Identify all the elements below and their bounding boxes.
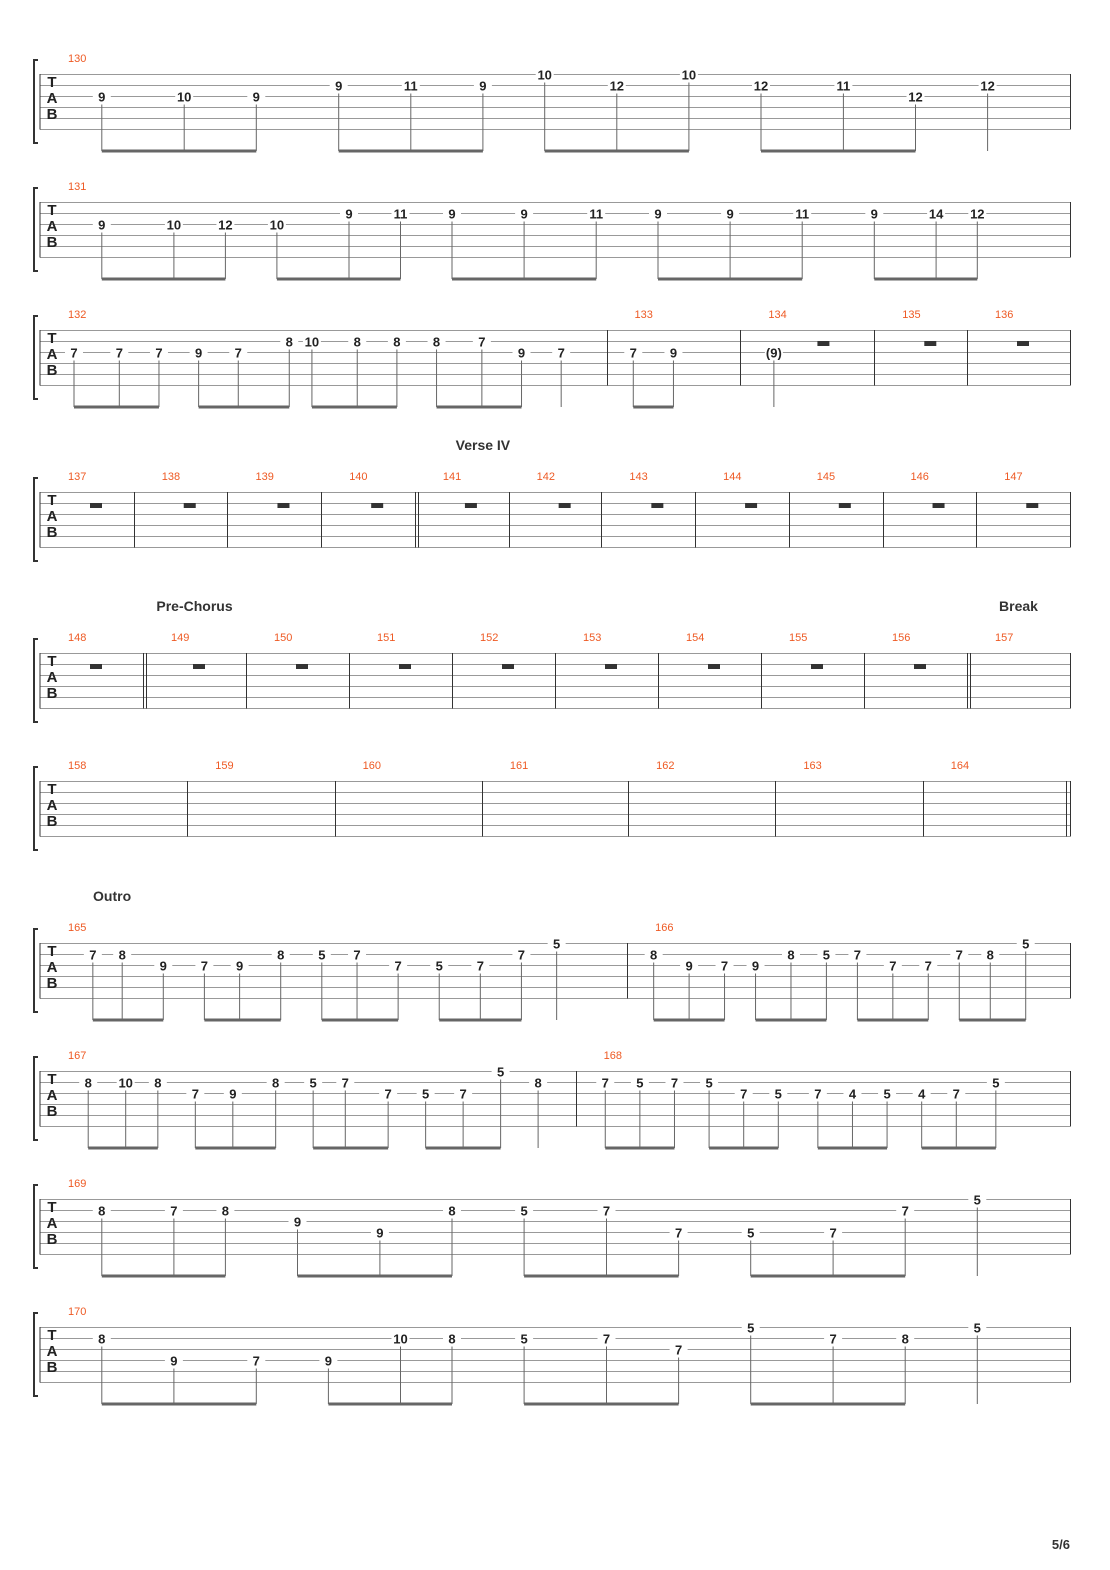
whole-rest [296, 664, 308, 669]
tab-clef-letter: T [47, 1199, 57, 1216]
fret-number: 7 [629, 345, 637, 361]
fret-number: 7 [476, 958, 484, 974]
fret-number: 7 [829, 1331, 837, 1347]
measure-number: 162 [656, 760, 675, 772]
fret-number: 12 [908, 89, 923, 105]
fret-number: 9 [293, 1214, 302, 1230]
fret-number: 8 [98, 1331, 106, 1347]
measure-number: 168 [603, 1050, 622, 1062]
measure-number: 163 [803, 760, 822, 772]
whole-rest [399, 664, 411, 669]
tab-clef-letter: T [47, 330, 57, 347]
fret-number: 7 [459, 1086, 467, 1102]
measure-number: 137 [68, 471, 87, 483]
measure-number: 140 [349, 471, 368, 483]
tab-clef-letter: T [47, 943, 57, 960]
measure-number: 132 [68, 309, 87, 321]
fret-number: 9 [726, 206, 734, 222]
fret-number: 9 [159, 958, 167, 974]
whole-rest [193, 664, 205, 669]
fret-number: 7 [674, 1342, 683, 1358]
tab-clef-letter: T [47, 653, 57, 670]
measure-number: 166 [655, 922, 674, 934]
fret-number: 8 [448, 1331, 456, 1347]
fret-number: 8 [787, 947, 795, 963]
fret-number: 8 [353, 334, 361, 350]
fret-number: 14 [928, 206, 944, 222]
whole-rest [651, 503, 663, 508]
measure-number: 145 [816, 471, 836, 483]
fret-number: 9 [669, 345, 678, 361]
fret-number: 5 [636, 1075, 644, 1091]
tab-clef-letter: B [46, 1231, 58, 1248]
tab-clef-letter: A [46, 669, 58, 686]
fret-number: 8 [154, 1075, 162, 1091]
fret-number: 7 [155, 345, 163, 361]
measure-number: 160 [362, 760, 381, 772]
section-label: Break [999, 598, 1038, 614]
tab-clef-letter: A [46, 797, 58, 814]
measure-number: 169 [68, 1178, 87, 1190]
fret-number: 7 [602, 1203, 611, 1219]
tab-clef-letter: B [46, 362, 58, 379]
fret-number: 4 [918, 1086, 926, 1102]
measure-number: 148 [68, 632, 87, 644]
fret-number: 7 [353, 947, 361, 963]
fret-number: 8 [118, 947, 126, 963]
fret-number: 9 [345, 206, 353, 222]
fret-number: 9 [685, 958, 693, 974]
fret-number: 5 [774, 1086, 782, 1102]
fret-number: 8 [986, 947, 994, 963]
measure-number: 161 [509, 760, 529, 772]
measure-number: 152 [480, 632, 499, 644]
fret-number: 8 [393, 334, 401, 350]
fret-number: 10 [304, 334, 320, 350]
fret-number: 9 [870, 206, 878, 222]
fret-number: 12 [609, 78, 625, 94]
system-bracket [34, 188, 38, 271]
measure-number: 158 [68, 760, 87, 772]
section-label: Outro [93, 888, 132, 904]
fret-number: 7 [814, 1086, 822, 1102]
measure-number: 131 [68, 181, 87, 193]
system-bracket [34, 316, 38, 399]
fret-number: 8 [272, 1075, 280, 1091]
tab-clef-letter: T [47, 781, 57, 798]
tab-clef-letter: T [47, 202, 57, 219]
fret-number: 5 [705, 1075, 713, 1091]
measure-number: 155 [789, 632, 808, 644]
measure-number: 164 [950, 760, 970, 772]
measure-number: 167 [68, 1050, 87, 1062]
fret-number: 10 [537, 67, 552, 83]
fret-number: 7 [234, 345, 242, 361]
whole-rest [90, 664, 102, 669]
measure-number: 165 [68, 922, 87, 934]
fret-number: 7 [670, 1075, 679, 1091]
system-bracket [34, 639, 38, 722]
fret-number: 11 [403, 78, 418, 94]
whole-rest [708, 664, 720, 669]
fret-number: 7 [829, 1225, 837, 1241]
fret-number: 12 [970, 206, 985, 222]
fret-number: 9 [751, 958, 760, 974]
measure-number: 146 [910, 471, 929, 483]
fret-number: 7 [200, 958, 209, 974]
whole-rest [811, 664, 823, 669]
measure-number: 138 [161, 471, 181, 483]
fret-number: 9 [170, 1353, 178, 1369]
tab-clef-letter: B [46, 1103, 58, 1120]
fret-number: 7 [341, 1075, 349, 1091]
measure-number: 153 [583, 632, 602, 644]
measure-number: 139 [255, 471, 274, 483]
whole-rest [933, 503, 945, 508]
fret-number: 5 [1022, 936, 1030, 952]
fret-number: 11 [393, 206, 408, 222]
fret-number: 10 [166, 217, 182, 233]
fret-number: 9 [479, 78, 487, 94]
tab-clef-letter: B [46, 234, 58, 251]
whole-rest [745, 503, 757, 508]
fret-number: 4 [848, 1086, 857, 1102]
system-bracket [34, 60, 38, 143]
fret-number: 10 [393, 1331, 408, 1347]
fret-number: 7 [557, 345, 565, 361]
fret-number: 7 [740, 1086, 748, 1102]
tab-clef-letter: B [46, 685, 58, 702]
fret-number: 9 [229, 1086, 237, 1102]
whole-rest [605, 664, 617, 669]
tab-clef-letter: A [46, 508, 58, 525]
fret-number: 9 [517, 345, 526, 361]
tab-clef-letter: A [46, 1087, 58, 1104]
fret-number: 5 [973, 1192, 981, 1208]
tab-clef-letter: B [46, 813, 58, 830]
measure-number: 135 [902, 309, 921, 321]
whole-rest [502, 664, 514, 669]
fret-number: 7 [394, 958, 402, 974]
fret-number: 9 [98, 89, 106, 105]
measure-number: 159 [215, 760, 234, 772]
measure-number: 157 [995, 632, 1014, 644]
fret-number: 5 [747, 1225, 755, 1241]
measure-number: 150 [274, 632, 293, 644]
fret-number: 7 [478, 334, 486, 350]
tab-clef-letter: T [47, 492, 57, 509]
fret-number: 9 [654, 206, 662, 222]
fret-number: 10 [118, 1075, 133, 1091]
fret-number: 7 [89, 947, 97, 963]
fret-number: 10 [681, 67, 697, 83]
fret-number: 9 [448, 206, 456, 222]
fret-number: 7 [252, 1353, 260, 1369]
fret-number: 8 [901, 1331, 909, 1347]
fret-number: 7 [115, 345, 123, 361]
fret-number: 5 [747, 1320, 755, 1336]
tab-clef-letter: A [46, 959, 58, 976]
fret-number: 12 [753, 78, 769, 94]
fret-number: 8 [84, 1075, 92, 1091]
fret-number: 5 [318, 947, 326, 963]
measure-number: 156 [892, 632, 911, 644]
tab-clef-letter: B [46, 106, 58, 123]
fret-number: 7 [924, 958, 932, 974]
whole-rest [559, 503, 571, 508]
measure-number: 154 [686, 632, 705, 644]
fret-number: 9 [376, 1225, 384, 1241]
whole-rest [914, 664, 926, 669]
tab-clef-letter: A [46, 90, 58, 107]
measure-number: 144 [723, 471, 742, 483]
fret-number: 9 [98, 217, 106, 233]
measure-number: 142 [536, 471, 556, 483]
system-bracket [34, 478, 38, 561]
tab-clef-letter: A [46, 1343, 58, 1360]
fret-number: 7 [70, 345, 78, 361]
whole-rest [1026, 503, 1038, 508]
tab-clef-letter: T [47, 1071, 57, 1088]
fret-number: 5 [520, 1203, 528, 1219]
fret-number: 7 [384, 1086, 392, 1102]
fret-number: 5 [883, 1086, 891, 1102]
fret-number: 9 [335, 78, 343, 94]
fret-number: 9 [520, 206, 528, 222]
system-bracket [34, 929, 38, 1012]
system-bracket [34, 1313, 38, 1396]
fret-number: 7 [901, 1203, 909, 1219]
system-bracket [34, 1185, 38, 1268]
fret-number: 12 [980, 78, 995, 94]
fret-number: 11 [836, 78, 851, 94]
fret-number: 11 [589, 206, 604, 222]
fret-number: 8 [98, 1203, 106, 1219]
measure-number: 130 [68, 53, 87, 65]
fret-number: 8 [285, 334, 293, 350]
fret-number: 7 [170, 1203, 178, 1219]
fret-number: 7 [674, 1225, 683, 1241]
fret-number: 7 [517, 947, 526, 963]
measure-number: 170 [68, 1306, 87, 1318]
fret-number: 5 [309, 1075, 317, 1091]
fret-number: 5 [992, 1075, 1000, 1091]
fret-number: 5 [553, 936, 561, 952]
fret-number: 5 [973, 1320, 981, 1336]
fret-number: 8 [650, 947, 658, 963]
whole-rest [817, 341, 829, 346]
tab-clef-letter: T [47, 1327, 57, 1344]
fret-number: 9 [235, 958, 244, 974]
measure-number: 134 [768, 309, 787, 321]
section-label: Pre-Chorus [156, 598, 233, 614]
fret-number: 7 [889, 958, 897, 974]
tab-clef-letter: B [46, 524, 58, 541]
fret-number: 8 [221, 1203, 230, 1219]
tab-clef-letter: T [47, 74, 57, 91]
measure-number: 147 [1004, 471, 1023, 483]
whole-rest [90, 503, 102, 508]
fret-number: 8 [448, 1203, 456, 1219]
fret-number: 5 [496, 1064, 505, 1080]
fret-number: 7 [853, 947, 862, 963]
whole-rest [277, 503, 289, 508]
fret-number: 5 [422, 1086, 430, 1102]
fret-number: 7 [602, 1331, 611, 1347]
measure-number: 151 [377, 632, 396, 644]
fret-number: 5 [435, 958, 443, 974]
tab-clef-letter: A [46, 218, 58, 235]
tab-clef-letter: B [46, 1359, 58, 1376]
fret-number: 11 [795, 206, 810, 222]
fret-number: 7 [955, 947, 963, 963]
measure-number: 149 [171, 632, 190, 644]
fret-number: 9 [195, 345, 203, 361]
fret-number: 8 [534, 1075, 542, 1091]
measure-number: 141 [442, 471, 462, 483]
whole-rest [184, 503, 196, 508]
tab-clef-letter: A [46, 346, 58, 363]
page-number: 5/6 [1051, 1537, 1070, 1552]
fret-number: 12 [218, 217, 233, 233]
fret-number: 7 [952, 1086, 960, 1102]
fret-number: 5 [520, 1331, 528, 1347]
fret-number: 9 [252, 89, 260, 105]
measure-number: 133 [634, 309, 653, 321]
system-bracket [34, 1057, 38, 1140]
fret-number: (9) [765, 345, 782, 361]
fret-number: 10 [176, 89, 192, 105]
system-bracket [34, 767, 38, 850]
section-label: Verse IV [455, 437, 511, 453]
fret-number: 9 [324, 1353, 333, 1369]
tab-clef-letter: B [46, 975, 58, 992]
fret-number: 5 [822, 947, 831, 963]
whole-rest [924, 341, 936, 346]
tab-clef-letter: A [46, 1215, 58, 1232]
whole-rest [371, 503, 383, 508]
fret-number: 8 [432, 334, 441, 350]
whole-rest [465, 503, 477, 508]
fret-number: 7 [720, 958, 729, 974]
whole-rest [839, 503, 851, 508]
measure-number: 143 [629, 471, 648, 483]
whole-rest [1017, 341, 1029, 346]
fret-number: 8 [277, 947, 285, 963]
fret-number: 7 [191, 1086, 199, 1102]
fret-number: 7 [601, 1075, 609, 1091]
measure-number: 136 [995, 309, 1014, 321]
fret-number: 10 [269, 217, 285, 233]
